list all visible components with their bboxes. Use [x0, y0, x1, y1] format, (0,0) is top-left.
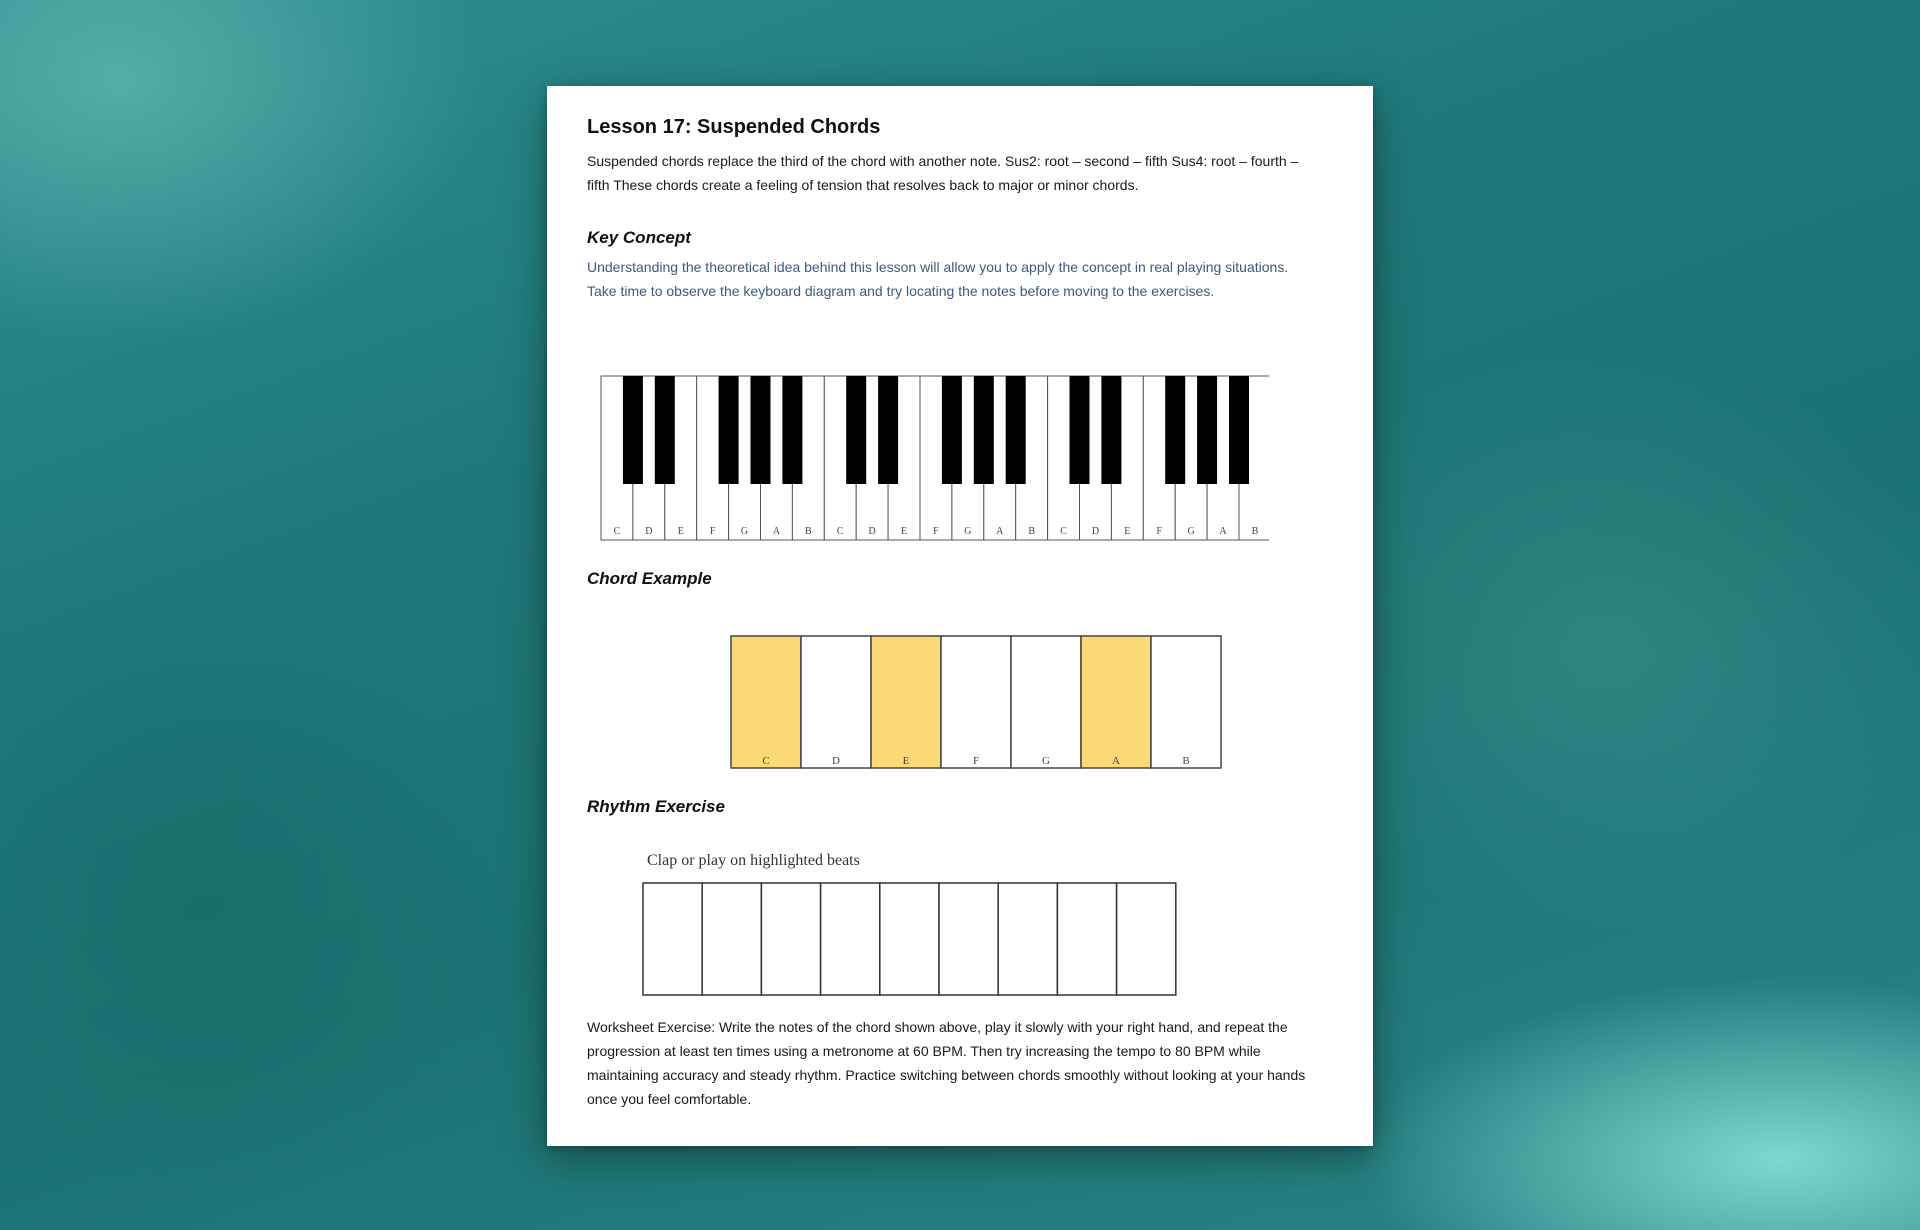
beat-cell	[939, 883, 998, 995]
key-concept-heading: Key Concept	[587, 228, 691, 247]
lesson-intro: Suspended chords replace the third of the chord with another note. Sus2: root – second – fifth Sus4: root – fourth – fifth These chords create a feeling of tension that resolves back to major or minor chords.	[587, 153, 1299, 193]
black-key	[719, 376, 739, 484]
black-key	[942, 376, 962, 484]
chord-key-highlighted	[871, 636, 941, 768]
black-key	[974, 376, 994, 484]
chord-key-label: D	[832, 755, 840, 767]
white-key-label: F	[933, 526, 939, 537]
chord-key-label: F	[972, 755, 980, 767]
black-key	[1070, 376, 1090, 484]
black-key	[1165, 376, 1185, 484]
black-key	[846, 376, 866, 484]
chord-key-label: E	[902, 755, 910, 767]
black-key	[623, 376, 643, 484]
lesson-title: Lesson 17: Suspended Chords	[587, 116, 881, 138]
white-key-label: C	[613, 526, 621, 537]
beat-cell	[1057, 883, 1116, 995]
white-key-label: A	[996, 526, 1004, 537]
black-key	[878, 376, 898, 484]
worksheet-exercise-text: Worksheet Exercise: Write the notes of the chord shown above, play it slowly with your right hand, and repeat the progression at least ten times using a metronome at 60 BPM. Then try increasing the tempo to 80 BPM while maintaining accuracy and steady rhythm. Practice switching between chords smoothly without looking at your hands once you feel comfortable.	[587, 1019, 1306, 1107]
chord-example-heading: Chord Example	[587, 569, 712, 588]
white-key-label: C	[1060, 526, 1067, 537]
keyboard-diagram	[599, 374, 1269, 542]
white-key-label: E	[900, 526, 908, 537]
white-key-label: D	[645, 526, 653, 537]
beat-cell	[821, 883, 880, 995]
chord-key	[1151, 636, 1221, 768]
black-key	[1101, 376, 1121, 484]
chord-key-highlighted	[731, 636, 801, 768]
chord-example-diagram	[729, 634, 1223, 772]
white-key-label: G	[1187, 526, 1195, 537]
white-key-label: F	[709, 526, 716, 537]
beat-cell	[643, 883, 702, 995]
white-key-label: A	[772, 526, 781, 537]
rhythm-beat-grid	[641, 881, 1177, 997]
white-key-label: B	[805, 526, 812, 537]
black-key	[1006, 376, 1026, 484]
white-key-label: E	[1124, 526, 1131, 537]
chord-key-label: G	[1042, 755, 1050, 767]
black-key	[655, 376, 675, 484]
white-key-label: B	[1028, 526, 1035, 537]
key-concept-text: Understanding the theoretical idea behind this lesson will allow you to apply the concept in real playing situations. Take time to observe the keyboard diagram and try locating the notes before moving to the exercises.	[587, 259, 1289, 299]
beat-cell	[1117, 883, 1176, 995]
white-key-label: G	[740, 526, 749, 537]
rhythm-exercise-heading: Rhythm Exercise	[587, 797, 725, 816]
chord-key	[941, 636, 1011, 768]
beat-cell	[761, 883, 820, 995]
black-key	[751, 376, 771, 484]
rhythm-caption: Clap or play on highlighted beats	[647, 852, 860, 869]
chord-key	[1011, 636, 1081, 768]
worksheet-page	[547, 86, 1373, 1146]
black-key	[782, 376, 802, 484]
white-key-label: D	[1091, 526, 1100, 537]
black-key	[1229, 376, 1249, 484]
chord-key-label: C	[762, 755, 770, 767]
white-key-label: D	[868, 526, 876, 537]
beat-cell	[998, 883, 1057, 995]
chord-key-label: A	[1112, 755, 1120, 767]
white-key-label: F	[1156, 526, 1163, 537]
white-key-label: G	[964, 526, 972, 537]
white-key-label: A	[1219, 526, 1227, 537]
chord-key-label: B	[1182, 755, 1190, 767]
chord-key-highlighted	[1081, 636, 1151, 768]
chord-key	[801, 636, 871, 768]
beat-cell	[880, 883, 939, 995]
black-key	[1197, 376, 1217, 484]
white-key-label: C	[836, 526, 844, 537]
beat-cell	[702, 883, 761, 995]
white-key-label: B	[1251, 526, 1259, 537]
white-key-label: E	[677, 526, 684, 537]
